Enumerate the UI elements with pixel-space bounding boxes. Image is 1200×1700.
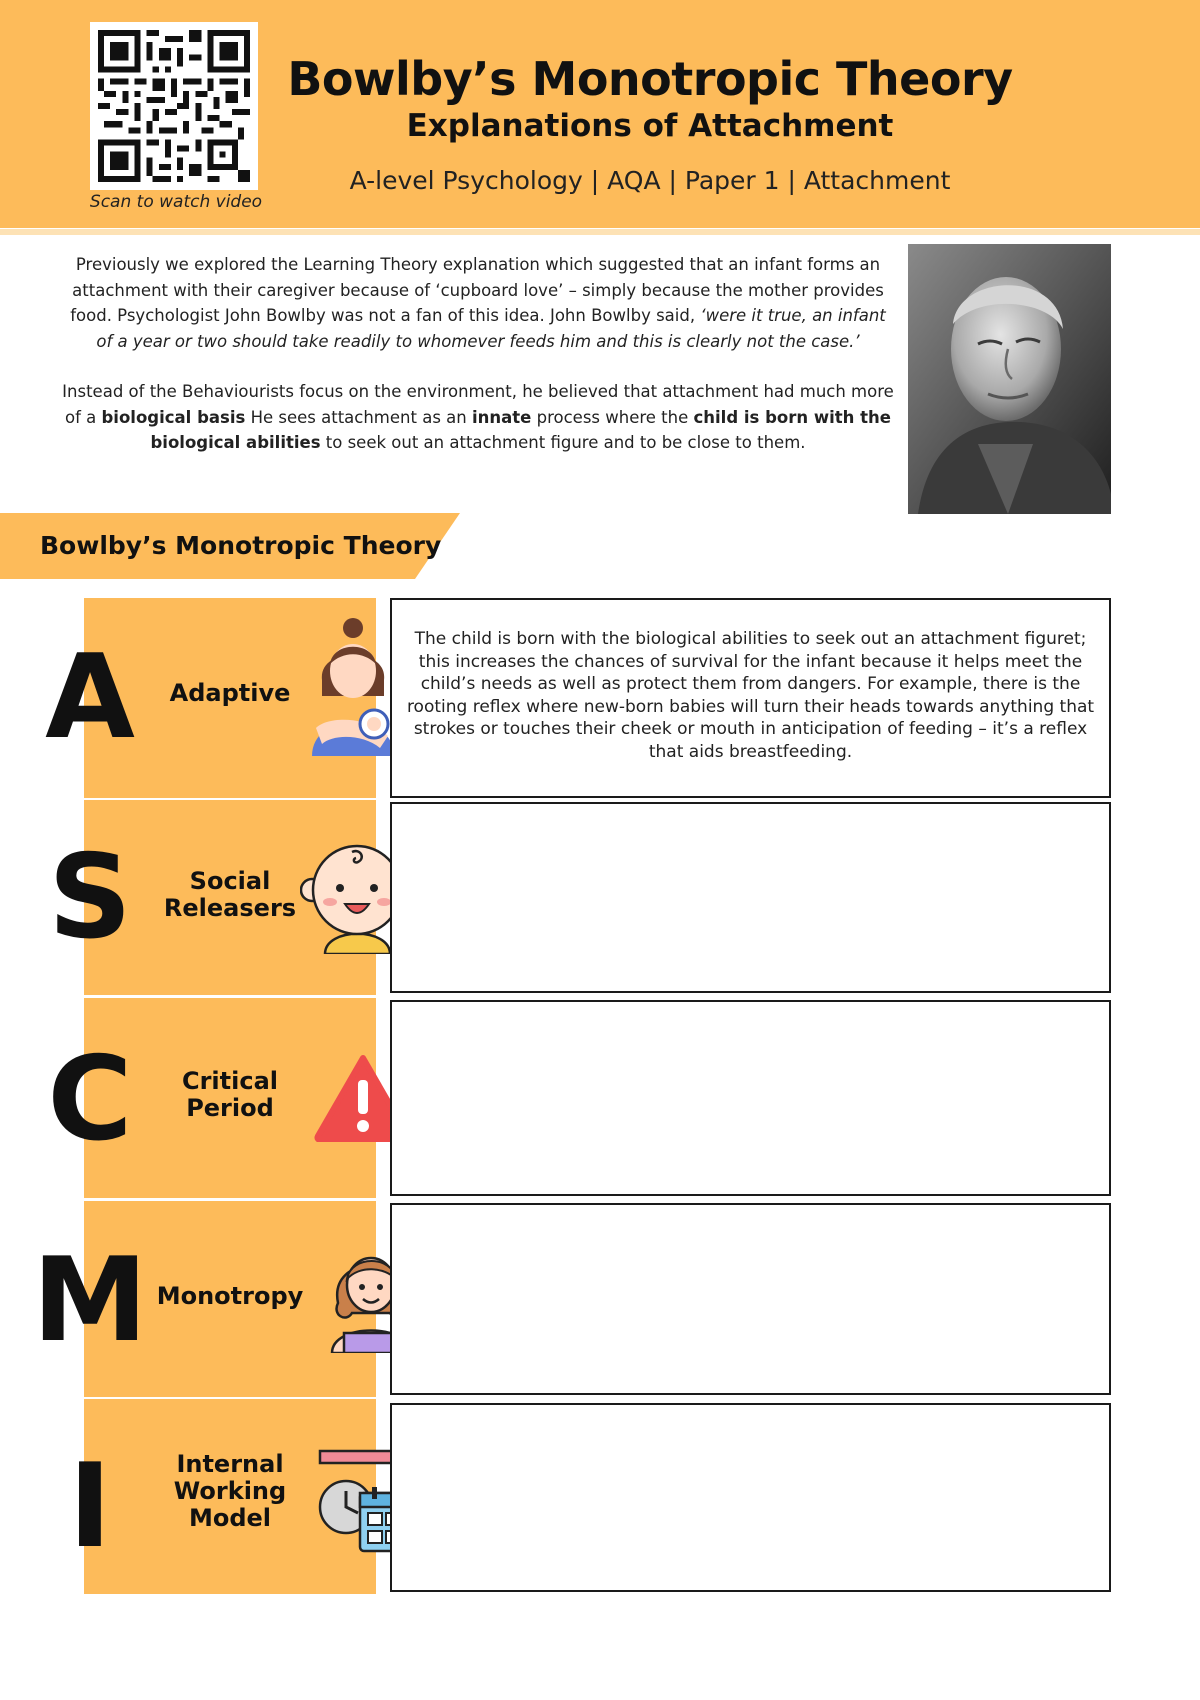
section-tab (0, 513, 460, 579)
answer-text (392, 1002, 1109, 1030)
ascmi-row-critical-period (0, 998, 1200, 1198)
bowlby-quote: ‘were it true, an infant of a year or two should take readily to whomever feeds him and this is clearly not the case.’ (96, 306, 886, 351)
row-term (150, 680, 310, 707)
mother-baby-icon (308, 616, 398, 760)
intro-bold-innate: innate (471, 407, 532, 427)
row-term (150, 1068, 310, 1122)
answer-text (392, 1205, 1109, 1233)
term-line: Period (186, 1094, 274, 1122)
intro-p2-text-a: Instead of the Behaviourists focus on the environment, he believed that attachment had much more of a (62, 382, 894, 427)
row-term (150, 868, 310, 922)
answer-box[interactable] (390, 1000, 1111, 1196)
intro-paragraph-2 (62, 379, 894, 456)
course-line: A-level Psychology | AQA | Paper 1 | Attachment (349, 166, 951, 195)
page-subtitle: Explanations of Attachment (406, 108, 894, 144)
term-line: Internal (176, 1450, 284, 1478)
ascmi-row-internal-working-model (0, 1399, 1200, 1594)
answer-text (392, 1405, 1109, 1433)
row-term (150, 1451, 310, 1532)
term-line: Adaptive (169, 679, 291, 707)
section-tab-label: Bowlby’s Monotropic Theory (40, 531, 442, 560)
term-line: Model (188, 1504, 272, 1532)
answer-text: The child is born with the biological abilities to seek out an attachment figuret; this increases the chances of survival for the infant because it helps meet the child’s needs as well as protect them from dangers. For example, there is the rooting reflex where new-born babies will turn their heads towards anything that strokes or touches their cheek or mouth in anticipation of feeding – it’s a reflex that aids breastfeeding. (406, 629, 1095, 762)
answer-box[interactable] (390, 1403, 1111, 1592)
ascmi-row-social-releasers (0, 800, 1200, 995)
answer-box[interactable] (390, 802, 1111, 993)
term-line: Critical (181, 1067, 279, 1095)
intro-bold-biological: biological basis (101, 407, 246, 427)
term-line: Social (189, 867, 271, 895)
row-letter: I (68, 1439, 112, 1574)
term-line: Working (173, 1477, 287, 1505)
answer-box[interactable] (390, 1203, 1111, 1395)
row-letter: S (48, 830, 132, 965)
intro-text (62, 252, 894, 456)
intro-p2-text-d: to seek out an attachment figure and to be close to them. (320, 433, 806, 452)
row-term (150, 1283, 310, 1310)
bowlby-portrait-photo (908, 244, 1111, 514)
intro-p2-text-c: process where the (531, 407, 694, 427)
page-title: Bowlby’s Monotropic Theory (287, 52, 1013, 106)
row-letter: C (47, 1032, 133, 1167)
intro-p1-text: Previously we explored the Learning Theory explanation which suggested that an infant forms an attachment with their caregiver because of ‘cupboard love’ – simply because the mother provides food. Psychologist John Bowlby was not a fan of this idea. John Bowlby said, (70, 255, 884, 325)
header-rule (0, 229, 1200, 235)
qr-code-icon (98, 30, 250, 182)
term-line: Releasers (163, 894, 297, 922)
row-letter: M (32, 1233, 148, 1368)
term-line: Monotropy (156, 1282, 304, 1310)
ascmi-row-monotropy (0, 1201, 1200, 1397)
ascmi-row-adaptive (0, 598, 1200, 798)
answer-text (392, 804, 1109, 832)
intro-p2-text-b: He sees attachment as an (245, 407, 472, 427)
answer-box[interactable] (390, 598, 1111, 798)
intro-paragraph-1 (62, 252, 894, 354)
qr-caption: Scan to watch video (89, 192, 263, 212)
qr-code[interactable] (90, 22, 258, 190)
row-letter: A (45, 630, 135, 765)
intro-bold-abilities: child is born with the biological abilities (150, 407, 891, 452)
